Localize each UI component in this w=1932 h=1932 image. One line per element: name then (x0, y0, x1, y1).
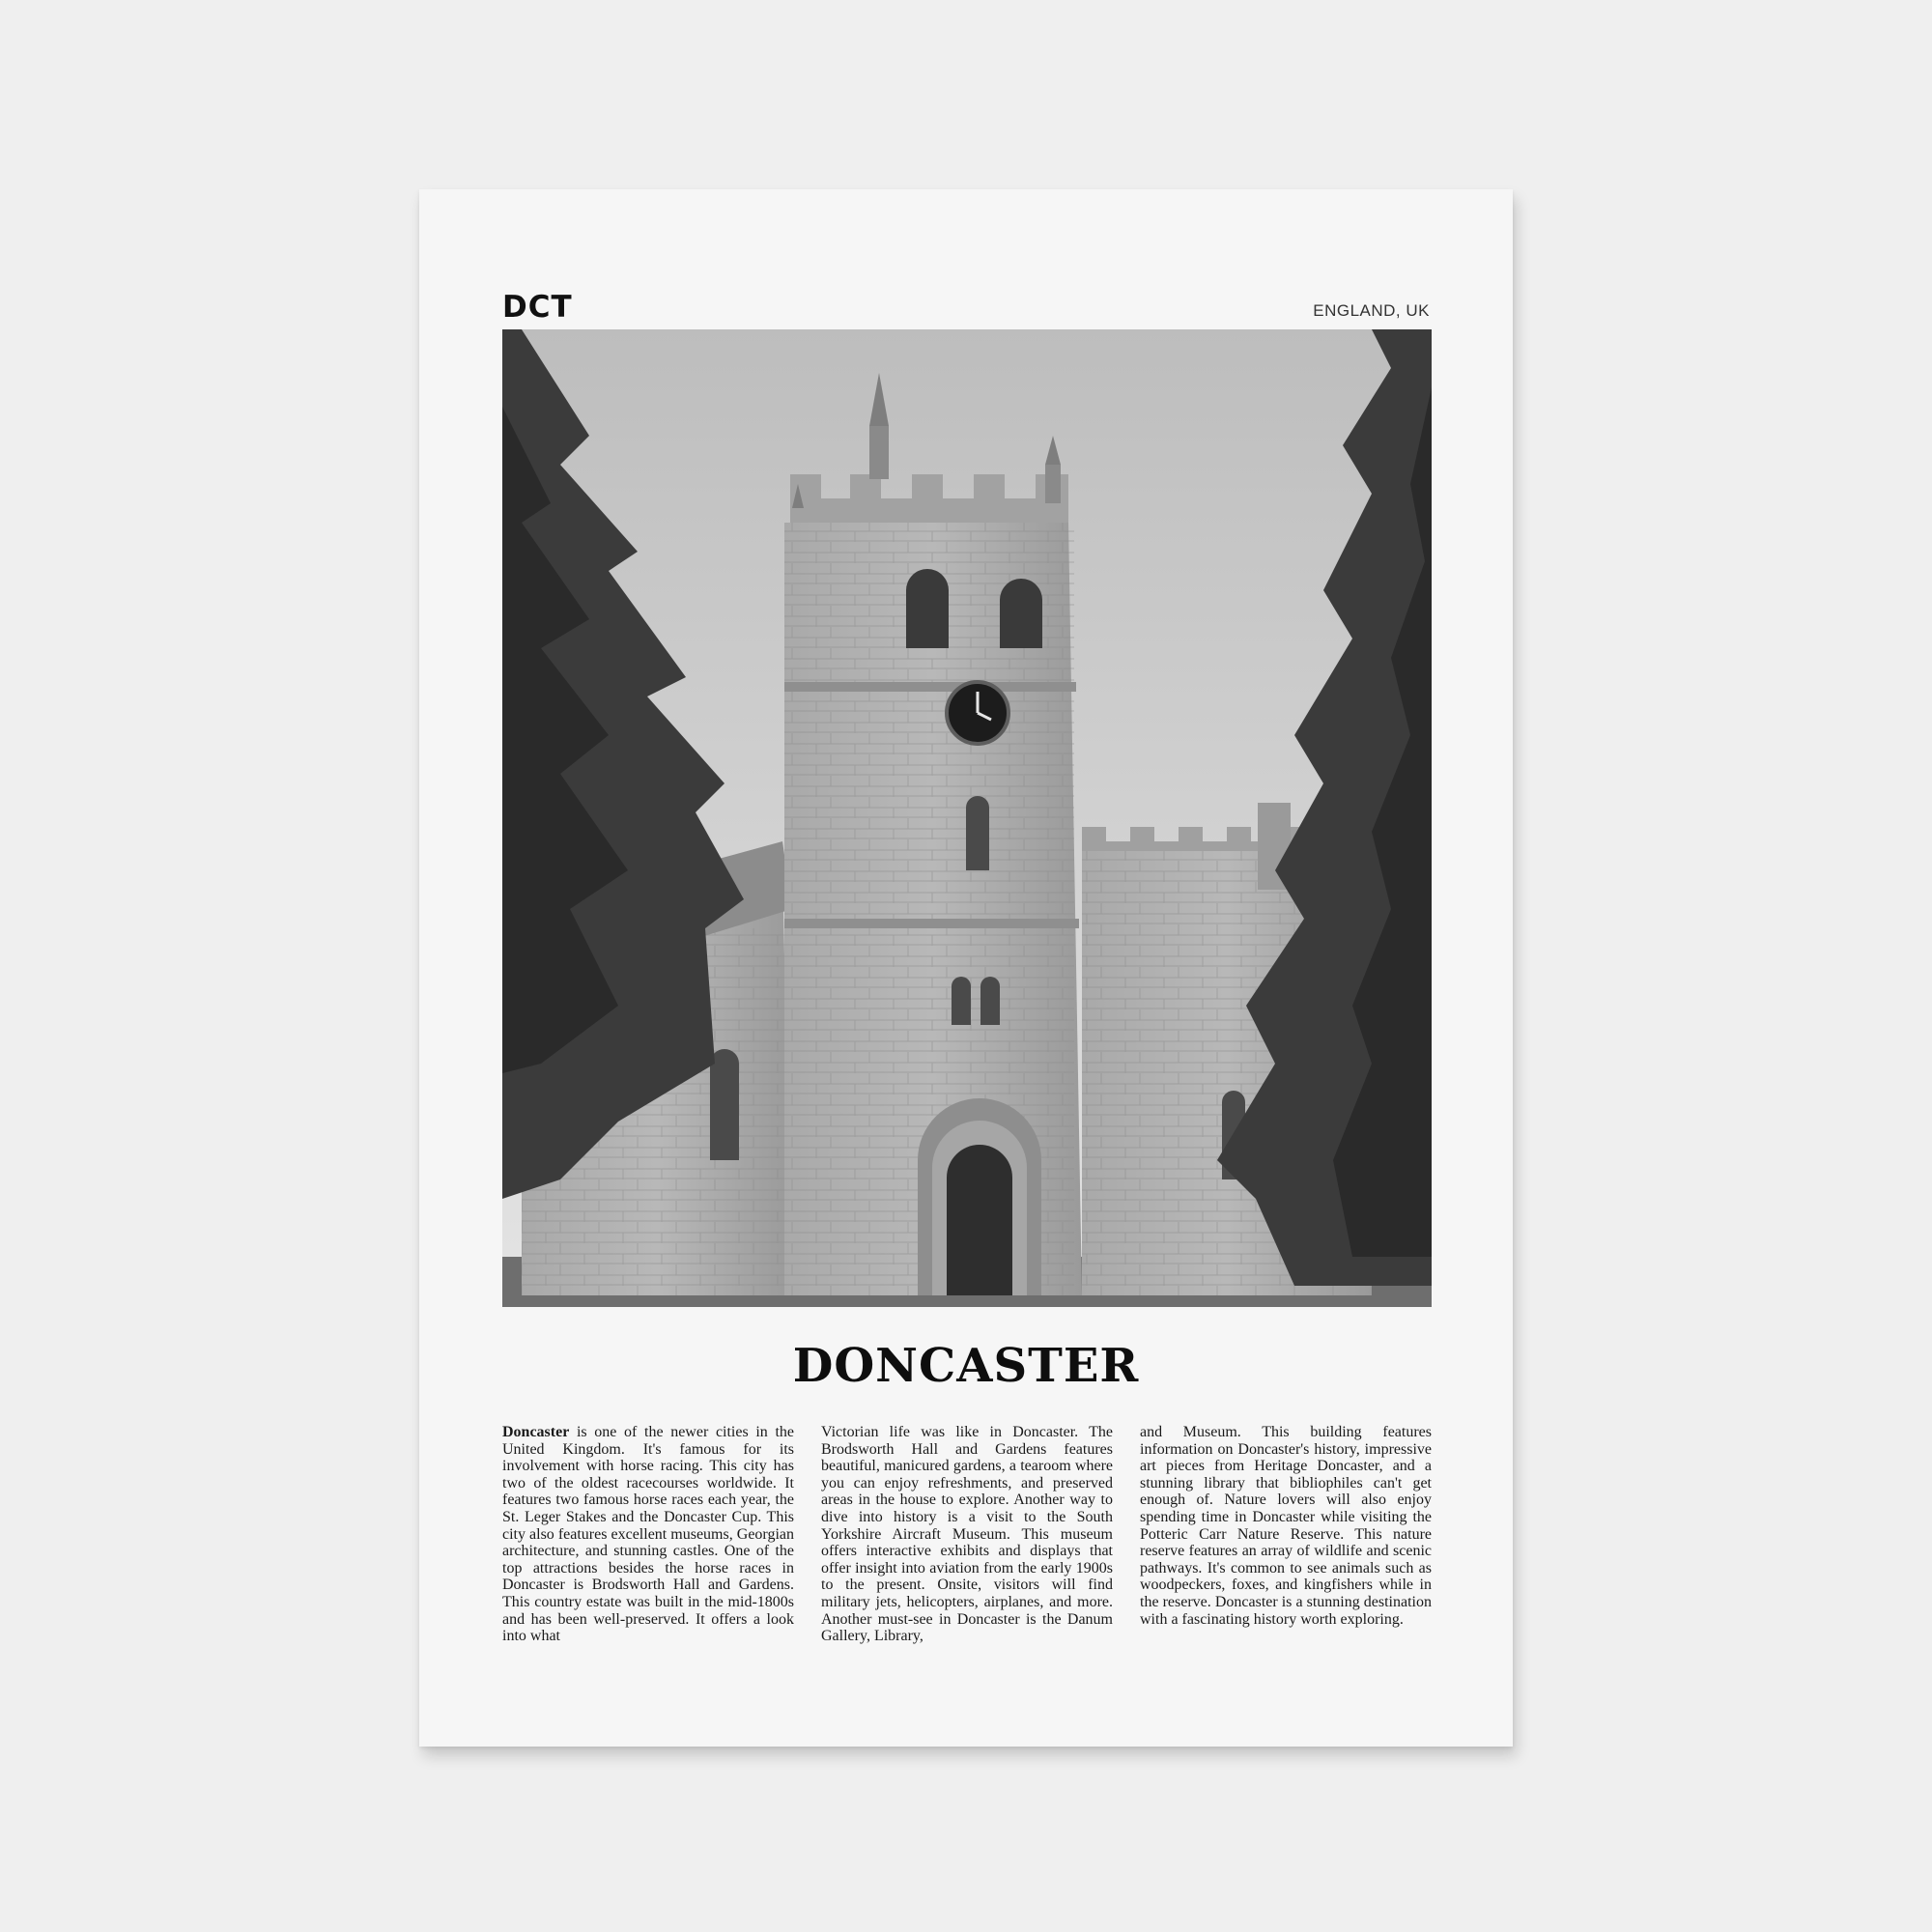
description-column-3: and Museum. This building features information on Doncaster's history, impressive art pieces from Heritage Doncaster, and a stunning library that bibliophiles can't get enough of. Nature lovers will also enjoy spending time in Doncaster while visiting the Potteric Carr Nature Reserve. This nature reserve features an array of wildlife and scenic pathways. It's common to see animals such as woodpeckers, foxes, and kingfishers while in the reserve. Doncaster is a stunning destination with a fascinating history worth exploring. (1140, 1424, 1432, 1628)
description-column-2: Victorian life was like in Doncaster. The Brodsworth Hall and Gardens features beautiful, manicured gardens, a tearoom where you can enjoy refreshments, and preserved areas in the house to explore. Another way to dive into history is a visit to the South Yorkshire Aircraft Museum. This museum offers interactive exhibits and displays that offer insight into aviation from the early 1900s to the present. Onsite, visitors will find military jets, helicopters, airplanes, and more. Another must-see in Doncaster is the Danum Gallery, Library, (821, 1424, 1113, 1645)
description-lead: Doncaster (502, 1424, 570, 1440)
city-title: DONCASTER (792, 1339, 1140, 1393)
location-label: ENGLAND, UK (1313, 301, 1430, 320)
description-column-1-text: is one of the newer cities in the United Kingdom. It's famous for its involvement with horse racing. This city has two of the oldest racecourses worldwide. It features two famous horse races each year, the St. Leger Stakes and the Doncaster Cup. This city also features excellent museums, Georgian architecture, and stunning castles. One of the top attractions besides the horse races in Doncaster is Brodsworth Hall and Gardens. This country estate was built in the mid-1800s and has been well-preserved. It offers a look into what (502, 1424, 794, 1645)
city-code: DCT (502, 290, 573, 325)
description-column-1 (502, 1424, 794, 1645)
description (502, 1424, 1432, 1645)
poster (419, 189, 1513, 1747)
church-tower-photo (502, 329, 1432, 1307)
